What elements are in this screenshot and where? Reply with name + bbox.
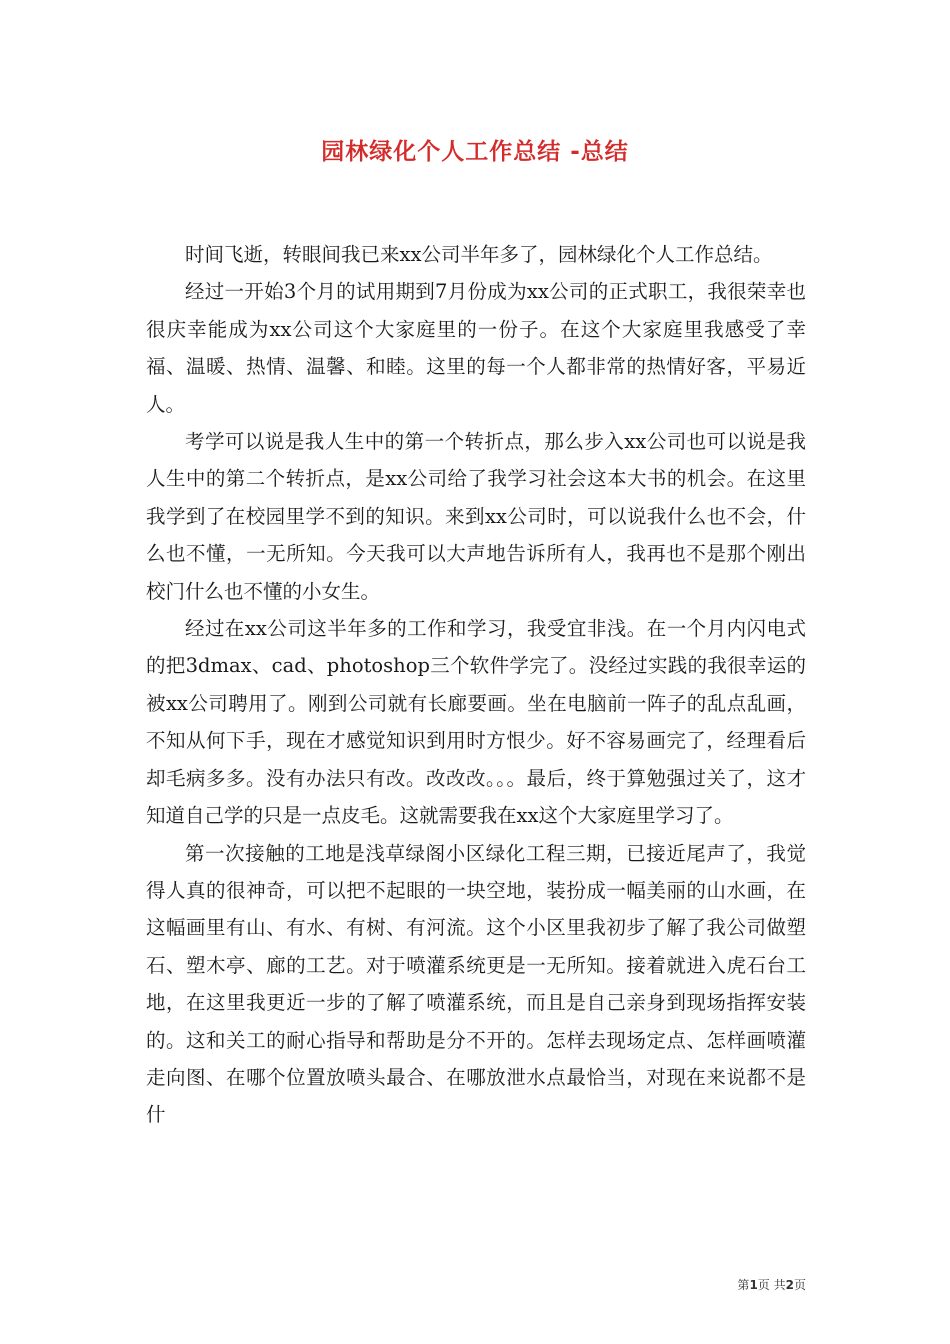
current-page-number: 1 (749, 1278, 758, 1292)
paragraph-4: 经过在xx公司这半年多的工作和学习，我受宜非浅。在一个月内闪电式的把3dmax、cad、photoshop三个软件学完了。没经过实践的我很幸运的被xx公司聘用了。刚到公司就有长廊要画。坐在电脑前一阵子的乱点乱画，不知从何下手，现在才感觉知识到用时方恨少。好不容易画完了，经理看后却毛病多多。没有办法只有改。改改改。。。最后，终于算勉强过关了，这才知道自己学的只是一点皮毛。这就需要我在xx这个大家庭里学习了。 (146, 617, 806, 828)
footer-middle: 页 共 (757, 1278, 786, 1292)
total-pages-number: 2 (785, 1278, 794, 1292)
page-number-footer (737, 1276, 806, 1293)
paragraph-5: 第一次接触的工地是浅草绿阁小区绿化工程三期，已接近尾声了，我觉得人真的很神奇，可以把不起眼的一块空地，装扮成一幅美丽的山水画，在这幅画里有山、有水、有树、有河流。这个小区里我初步了解了我公司做塑石、塑木亭、廊的工艺。对于喷灌系统更是一无所知。接着就进入虎石台工地，在这里我更近一步的了解了喷灌系统，而且是自己亲身到现场指挥安装的。这和关工的耐心指导和帮助是分不开的。怎样去现场定点、怎样画喷灌走向图、在哪个位置放喷头最合、在哪放泄水点最恰当，对现在来说都不是什 (146, 841, 806, 1127)
footer-prefix: 第 (737, 1278, 750, 1292)
document-body (146, 236, 806, 1134)
paragraph-1: 时间飞逝，转眼间我已来xx公司半年多了，园林绿化个人工作总结。 (185, 243, 773, 266)
document-title: 园林绿化个人工作总结 -总结 (321, 139, 629, 165)
paragraph-3: 考学可以说是我人生中的第一个转折点，那么步入xx公司也可以说是我人生中的第二个转折点，是xx公司给了我学习社会这本大书的机会。在这里我学到了在校园里学不到的知识。来到xx公司时，可以说我什么也不会，什么也不懂，一无所知。今天我可以大声地告诉所有人，我再也不是那个刚出校门什么也不懂的小女生。 (146, 430, 806, 603)
footer-suffix: 页 (793, 1278, 806, 1292)
paragraph-2: 经过一开始3个月的试用期到7月份成为xx公司的正式职工，我很荣幸也很庆幸能成为xx公司这个大家庭里的一份子。在这个大家庭里我感受了幸福、温暖、热情、温馨、和睦。这里的每一个人都非常的热情好客，平易近人。 (146, 280, 806, 416)
